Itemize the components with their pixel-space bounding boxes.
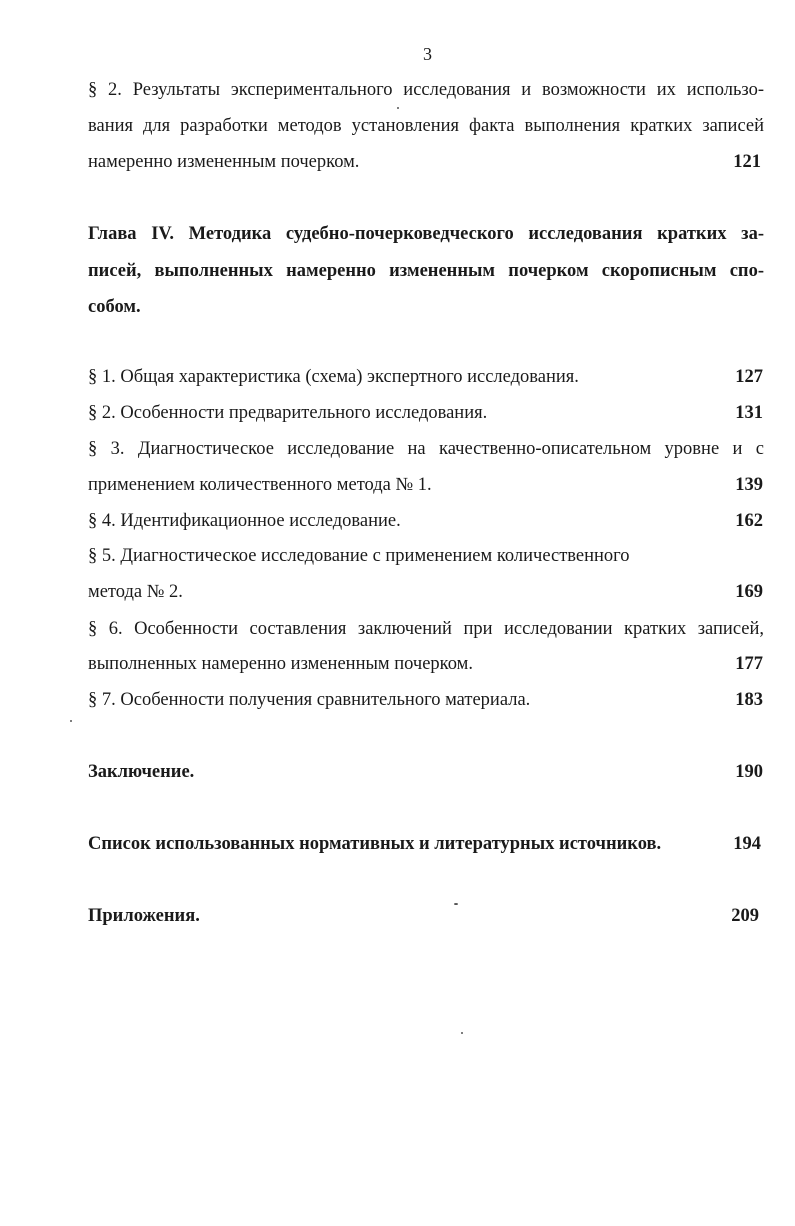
- toc-entry-results-line2: вания для разработки методов установления факта выполнения кратких записей: [88, 116, 764, 136]
- toc-entry-results-line3: намеренно измененным почерком.: [88, 152, 360, 172]
- toc-entry-7: § 7. Особенности получения сравнительного материала.: [88, 690, 531, 710]
- toc-entry-6-line1: § 6. Особенности составления заключений при исследовании кратких записей,: [88, 619, 764, 639]
- toc-entry-1: § 1. Общая характеристика (схема) экспертного исследования.: [88, 367, 579, 387]
- toc-page-5: 169: [735, 582, 763, 602]
- scan-speck: [461, 1032, 463, 1034]
- toc-conclusion: Заключение.: [88, 762, 195, 782]
- toc-page-6: 177: [735, 654, 763, 674]
- toc-page-conclusion: 190: [735, 762, 763, 782]
- page-number: 3: [423, 44, 432, 64]
- chapter-heading-line1: Глава IV. Методика судебно-почерковедческого исследования кратких за-: [88, 224, 764, 244]
- toc-entry-5-line2: метода № 2.: [88, 582, 183, 602]
- toc-page-3: 139: [735, 475, 763, 495]
- toc-entry-3-line1: § 3. Диагностическое исследование на качественно-описательном уровне и с: [88, 439, 764, 459]
- chapter-heading-line3: собом.: [88, 297, 141, 317]
- toc-page-4: 162: [735, 511, 763, 531]
- chapter-heading-line2: писей, выполненных намеренно измененным почерком скорописным спо-: [88, 261, 764, 281]
- toc-page-1: 127: [735, 367, 763, 387]
- toc-page-7: 183: [735, 690, 763, 710]
- toc-entry-results-line1: § 2. Результаты экспериментального исследования и возможности их использо-: [88, 80, 764, 100]
- toc-page-references: 194: [733, 834, 761, 854]
- toc-entry-6-line2: выполненных намеренно измененным почерком.: [88, 654, 473, 674]
- toc-entry-5-line1: § 5. Диагностическое исследование с применением количественного: [88, 546, 630, 566]
- scan-speck: [397, 107, 399, 109]
- toc-entry-3-line2: применением количественного метода № 1.: [88, 475, 432, 495]
- toc-entry-2: § 2. Особенности предварительного исследования.: [88, 403, 488, 423]
- toc-references: Список использованных нормативных и литературных источников.: [88, 834, 662, 854]
- toc-page-2: 131: [735, 403, 763, 423]
- scan-speck: [454, 903, 458, 905]
- scan-speck: [70, 720, 72, 722]
- toc-page-appendix: 209: [731, 906, 759, 926]
- toc-appendix: Приложения.: [88, 906, 200, 926]
- toc-entry-4: § 4. Идентификационное исследование.: [88, 511, 401, 531]
- toc-page-results: 121: [733, 152, 761, 172]
